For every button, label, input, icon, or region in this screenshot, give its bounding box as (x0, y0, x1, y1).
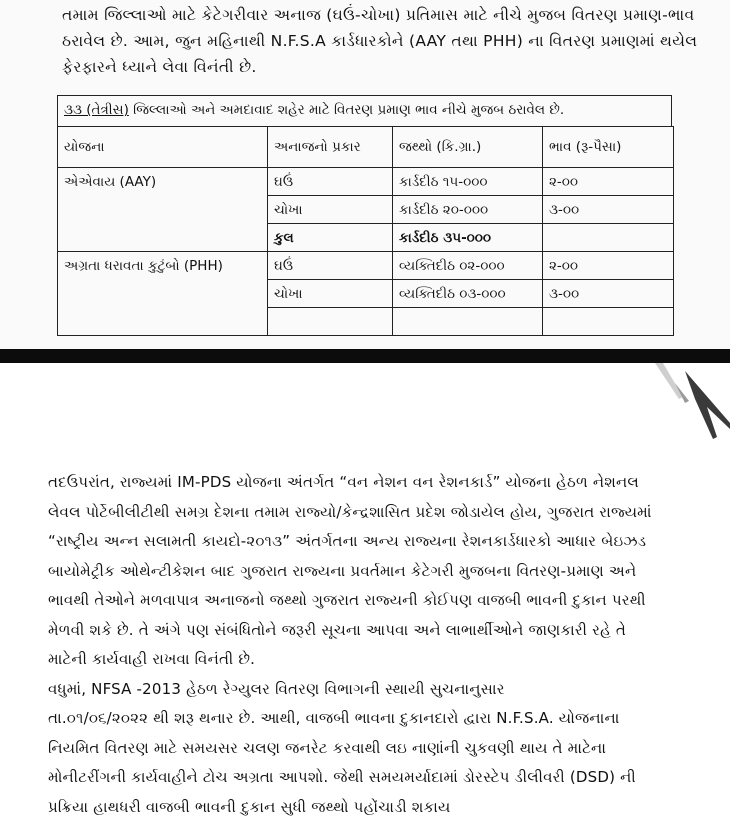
body-line: વધુમાં, NFSA -2013 હેઠળ રેગ્યુલર વિતરણ વિભાગની સ્થાયી સુચનાનુસાર (48, 675, 708, 705)
body-line: માટેની કાર્યવાહી રાખવા વિનંતી છે. (48, 645, 708, 675)
body-line: લેવલ પોર્ટેબીલીટીથી સમગ્ર દેશના તમામ રાજ્યો/કેન્દ્રશાસિત પ્રદેશ જોડાયેલ હોય, ગુજરાત રાજ્યમાં (48, 498, 708, 528)
page-top-section (0, 0, 730, 352)
grain-cell: ચોખા (268, 196, 393, 224)
intro-line: ફેરફારને ધ્યાને લેવા વિનંતી છે. (62, 54, 702, 80)
body-line: મોનીટરીંગની કાર્યવાહીને ટોચ અગ્રતા આપશો. જેથી સમયમર્યાદામાં ડોરસ્ટેપ ડીલીવરી (DSD) ની (48, 763, 708, 793)
intro-paragraph (62, 2, 702, 80)
notice-title-count: ૩૩ (તેત્રીસ) (64, 102, 129, 118)
body-line: નિયમિત વિતરણ માટે સમયસર ચલણ જનરેટ કરવાથી લઇ નાણાંની ચુકવણી થાય તે માટેના (48, 734, 708, 764)
notice-title-text: જિલ્લાઓ અને અમદાવાદ શહેર માટે વિતરણ પ્રમાણ ભાવ નીચે મુજબ ઠરાવેલ છે. (129, 102, 564, 118)
distribution-table (57, 126, 674, 336)
page-divider (0, 349, 730, 363)
quantity-cell (393, 308, 543, 336)
grain-cell: ઘઉં (268, 168, 393, 196)
body-line: “રાષ્ટ્રીય અન્ન સલામતી કાયદો-૨૦૧૩” અંતર્ગતના અન્ય રાજ્યના રેશનકાર્ડધારકો આધાર બેઇઝડ (48, 527, 708, 557)
price-cell: ૨-૦૦ (543, 252, 674, 280)
table-header-row (58, 127, 674, 168)
quantity-cell: કાર્ડદીઠ ૧૫-૦૦૦ (393, 168, 543, 196)
paper-crease-mark (655, 363, 730, 453)
quantity-cell: વ્યક્તિદીઠ ૦૩-૦૦૦ (393, 280, 543, 308)
body-line: ભાવથી તેઓને મળવાપાત્ર અનાજનો જથ્થો ગુજરાત રાજ્યની કોઈપણ વાજબી ભાવની દુકાન પરથી (48, 586, 708, 616)
scheme-aay: એએવાય (AAY) (58, 168, 268, 252)
page-bottom-section (0, 363, 730, 812)
price-cell (543, 308, 674, 336)
header-grain-type: અનાજનો પ્રકાર (268, 127, 393, 168)
notice-title (64, 102, 564, 118)
grain-cell: ચોખા (268, 280, 393, 308)
quantity-cell-total: કાર્ડદીઠ ૩૫-૦૦૦ (393, 224, 543, 252)
body-line: મેળવી શકે છે. તે અંગે પણ સંબંધિતોને જરૂરી સૂચના આપવા અને લાભાર્થીઓને જાણકારી રહે તે (48, 616, 708, 646)
header-quantity: જથ્થો (કિ.ગ્રા.) (393, 127, 543, 168)
header-scheme: યોજના (58, 127, 268, 168)
intro-line: ઠરાવેલ છે. આમ, જુન મહિનાથી N.F.S.A કાર્ડધારકોને (AAY તથા PHH) ના વિતરણ પ્રમાણમાં થયેલ (62, 28, 702, 54)
body-line: તા.૦૧/૦૬/૨૦૨૨ થી શરૂ થનાર છે. આથી, વાજબી ભાવના દુકાનદારો દ્વારા N.F.S.A. યોજનાના (48, 704, 708, 734)
grain-cell: ઘઉં (268, 252, 393, 280)
header-price: ભાવ (રૂ-પૈસા) (543, 127, 674, 168)
body-line: બાયોમેટ્રીક ઓથેન્ટીકેશન બાદ ગુજરાત રાજ્યના પ્રવર્તમાન કેટેગરી મુજબના વિતરણ-પ્રમાણ અને (48, 557, 708, 587)
notice-box (57, 95, 672, 126)
quantity-cell: વ્યક્તિદીઠ ૦૨-૦૦૦ (393, 252, 543, 280)
price-cell (543, 224, 674, 252)
body-line: પ્રક્રિયા હાથધરી વાજબી ભાવની દુકાન સુધી જથ્થો પહોંચાડી શકાય (48, 793, 708, 822)
intro-line: તમામ જિલ્લાઓ માટે કેટેગરીવાર અનાજ (ઘઉં-ચોખા) પ્રતિમાસ માટે નીચે મુજબ વિતરણ પ્રમાણ-ભાવ (62, 2, 702, 28)
quantity-cell: કાર્ડદીઠ ૨૦-૦૦૦ (393, 196, 543, 224)
scheme-phh: અગ્રતા ધરાવતા કુટુંબો (PHH) (58, 252, 268, 336)
price-cell: ૩-૦૦ (543, 280, 674, 308)
price-cell: ૨-૦૦ (543, 168, 674, 196)
table-row (58, 168, 674, 196)
grain-cell-total: કુલ (268, 224, 393, 252)
body-line: તદઉપરાંત, રાજ્યમાં IM-PDS યોજના અંતર્ગત “વન નેશન વન રેશનકાર્ડ” યોજના હેઠળ નેશનલ (48, 468, 708, 498)
table-row (58, 252, 674, 280)
price-cell: ૩-૦૦ (543, 196, 674, 224)
body-paragraphs (48, 468, 708, 822)
grain-cell (268, 308, 393, 336)
